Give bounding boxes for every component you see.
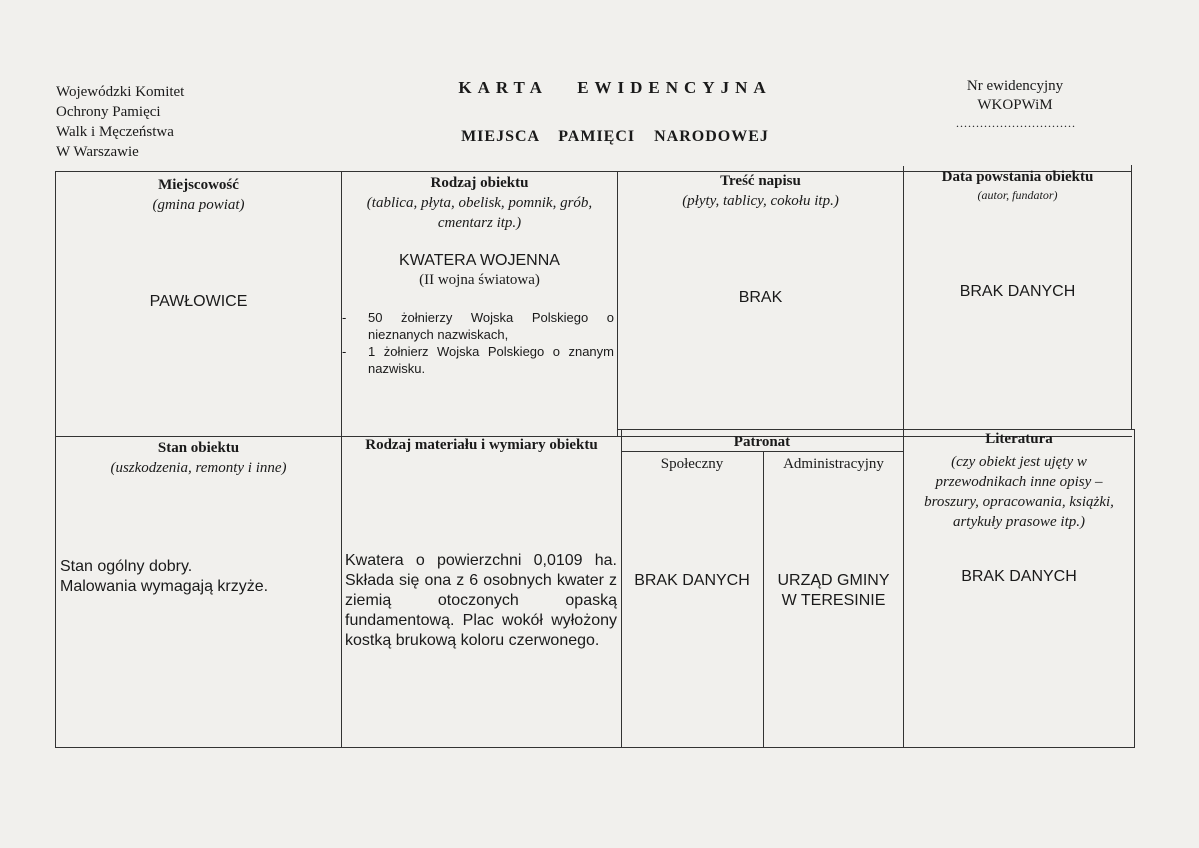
hint-miejscowosc: (gmina powiat) bbox=[152, 197, 245, 213]
registry-label-line1: Nr ewidencyjny bbox=[966, 78, 1064, 94]
registry-number-field: .............................. bbox=[956, 116, 1076, 130]
value-miejscowosc: PAWŁOWICE bbox=[149, 293, 248, 310]
organization-line: Walk i Męczeństwa bbox=[56, 124, 174, 140]
header-rodzaj-obiektu: Rodzaj obiektu bbox=[430, 175, 529, 191]
value-material: Kwatera o powierzchni 0,0109 ha. Składa się ona z 6 osobnych kwater z ziemią otoczonych opaską fundamentową. Plac wokół wyłożony kostką brukową koloru czerwonego. bbox=[345, 552, 617, 649]
organization-line: W Warszawie bbox=[56, 144, 139, 160]
document-subtitle: MIEJSCA PAMIĘCI NARODOWEJ bbox=[461, 128, 769, 145]
table-border-right-upper bbox=[1131, 165, 1132, 430]
organization-line: Wojewódzki Komitet bbox=[56, 84, 185, 100]
value-literatura: BRAK DANYCH bbox=[961, 568, 1077, 585]
value-patronat-administracyjny-line2: W TERESINIE bbox=[781, 592, 886, 609]
cell-rodzaj-obiektu bbox=[342, 174, 617, 233]
rodzaj-obiektu-list bbox=[340, 309, 614, 377]
header-patronat: Patronat bbox=[733, 434, 791, 450]
cell-tresc-napisu bbox=[618, 172, 903, 211]
cell-literatura bbox=[904, 430, 1134, 532]
document-title: KARTA EWIDENCYJNA bbox=[458, 78, 772, 97]
hint-tresc-napisu: (płyty, tablicy, cokołu itp.) bbox=[682, 193, 839, 209]
value-patronat-administracyjny bbox=[764, 571, 903, 611]
registry-label-line2: WKOPWiM bbox=[977, 97, 1053, 113]
hint-literatura-line2: przewodnikach inne opisy – bbox=[935, 474, 1103, 490]
list-item: - 1 żołnierz Wojska Polskiego o znanym nazwisku. bbox=[340, 343, 614, 377]
organization-line: Ochrony Pamięci bbox=[56, 104, 161, 120]
cell-stan-obiektu bbox=[56, 439, 341, 478]
header-data-powstania: Data powstania obiektu bbox=[941, 169, 1094, 185]
header-stan-obiektu: Stan obiektu bbox=[157, 440, 240, 456]
hint-rodzaj-obiektu-line1: (tablica, płyta, obelisk, pomnik, grób, bbox=[366, 195, 593, 211]
hint-literatura-line3: broszury, opracowania, książki, bbox=[924, 494, 1114, 510]
hint-data-powstania: (autor, fundator) bbox=[977, 188, 1058, 202]
registry-number-label bbox=[930, 77, 1100, 115]
value-patronat-spoleczny: BRAK DANYCH bbox=[634, 572, 750, 589]
value-data-powstania: BRAK DANYCH bbox=[959, 283, 1076, 300]
hint-literatura-line1: (czy obiekt jest ujęty w bbox=[951, 454, 1087, 470]
header-miejscowosc: Miejscowość bbox=[158, 177, 239, 193]
organization-name bbox=[56, 82, 184, 162]
header-material: Rodzaj materiału i wymiary obiektu bbox=[365, 437, 598, 453]
cell-miejscowosc bbox=[56, 176, 341, 215]
value-rodzaj-obiektu-subtitle: (II wojna światowa) bbox=[419, 272, 540, 288]
header-patronat-spoleczny: Społeczny bbox=[660, 456, 724, 472]
table-border-right-lower bbox=[1134, 429, 1135, 748]
value-tresc-napisu: BRAK bbox=[738, 289, 783, 306]
value-patronat-administracyjny-line1: URZĄD GMINY bbox=[777, 572, 890, 589]
cell-data-powstania bbox=[904, 168, 1131, 203]
value-stan-obiektu-line1: Stan ogólny dobry. bbox=[60, 558, 193, 575]
table-border-bottom bbox=[55, 747, 1135, 748]
value-stan-obiektu bbox=[60, 557, 338, 597]
header-patronat-administracyjny: Administracyjny bbox=[783, 456, 884, 472]
hint-rodzaj-obiektu-line2: cmentarz itp.) bbox=[437, 215, 522, 231]
hint-stan-obiektu: (uszkodzenia, remonty i inne) bbox=[110, 460, 287, 476]
value-rodzaj-obiektu-title: KWATERA WOJENNA bbox=[399, 252, 560, 269]
hint-literatura-line4: artykuły prasowe itp.) bbox=[952, 514, 1086, 530]
list-item: - 50 żołnierzy Wojska Polskiego o nieznanych nazwiskach, bbox=[340, 309, 614, 343]
header-literatura: Literatura bbox=[985, 431, 1053, 447]
value-stan-obiektu-line2: Malowania wymagają krzyże. bbox=[60, 578, 269, 595]
header-tresc-napisu: Treść napisu bbox=[720, 173, 801, 189]
